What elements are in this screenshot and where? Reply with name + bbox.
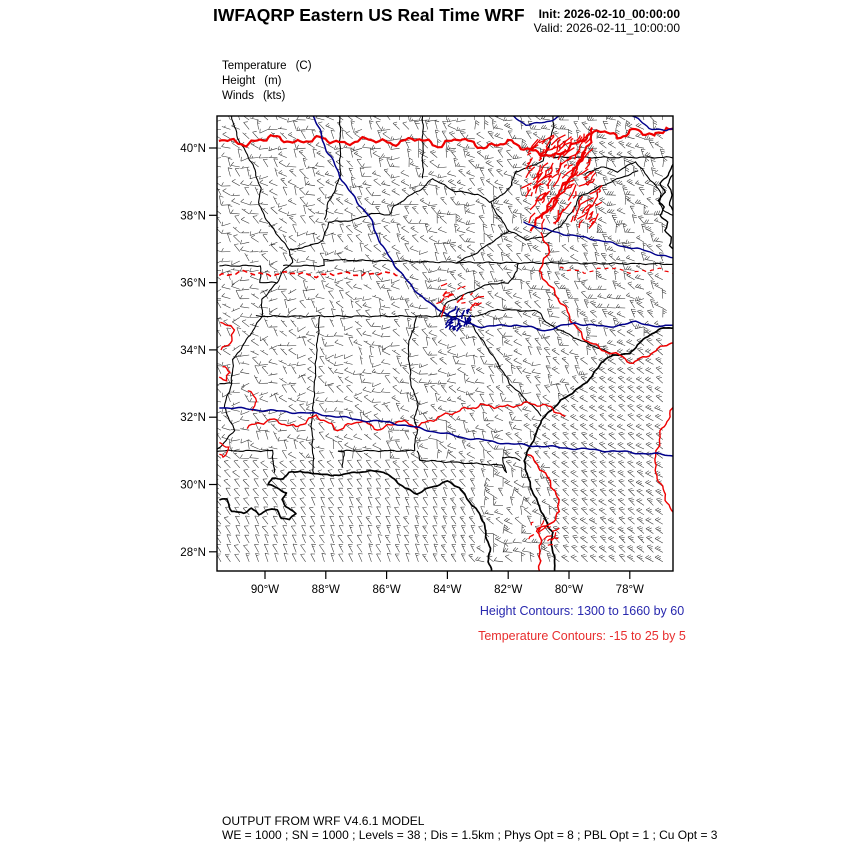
- lat-tick-label: 40°N: [180, 143, 206, 155]
- lat-tick-label: 28°N: [180, 546, 206, 559]
- lon-tick-label: 90°W: [250, 584, 280, 596]
- height-contours-layer: [219, 115, 676, 457]
- legend-field-name: Height: [222, 75, 256, 88]
- init-timestamp: Init: 2026-02-10_00:00:00: [538, 7, 680, 21]
- lon-tick-label: 86°W: [372, 584, 401, 596]
- footer-config-line: WE = 1000 ; SN = 1000 ; Levels = 38 ; Dis = 1.5km ; Phys Opt = 8 ; PBL Opt = 1 ; Cu Opt = 3: [222, 828, 718, 842]
- lon-tick-label: 78°W: [615, 584, 644, 596]
- footer-model-line: OUTPUT FROM WRF V4.6.1 MODEL: [222, 814, 425, 828]
- lat-tick-label: 36°N: [180, 277, 206, 290]
- lon-tick-label: 88°W: [311, 584, 340, 596]
- lat-tick-label: 32°N: [180, 412, 206, 425]
- lon-tick-label: 82°W: [494, 584, 523, 596]
- legend-field-unit: (kts): [262, 90, 286, 103]
- lon-tick-label: 80°W: [554, 584, 584, 596]
- temperature-contours-caption: Temperature Contours: -15 to 25 by 5: [478, 629, 686, 643]
- height-contours-caption: Height Contours: 1300 to 1660 by 60: [479, 604, 685, 618]
- page-title: IWFAQRP Eastern US Real Time WRF: [213, 5, 525, 25]
- legend-field-unit: (m): [264, 75, 282, 88]
- lat-tick-label: 30°N: [180, 479, 206, 492]
- geography-layer: [216, 116, 676, 571]
- lon-tick-label: 84°W: [433, 584, 462, 596]
- wind-barbs-layer: [212, 111, 667, 562]
- legend-field-name: Winds: [222, 90, 254, 103]
- valid-timestamp: Valid: 2026-02-11_10:00:00: [533, 21, 680, 35]
- legend-field-unit: (C): [295, 60, 312, 72]
- lat-tick-label: 38°N: [180, 210, 206, 223]
- lat-tick-label: 34°N: [180, 344, 206, 357]
- legend-field-name: Temperature: [222, 60, 287, 72]
